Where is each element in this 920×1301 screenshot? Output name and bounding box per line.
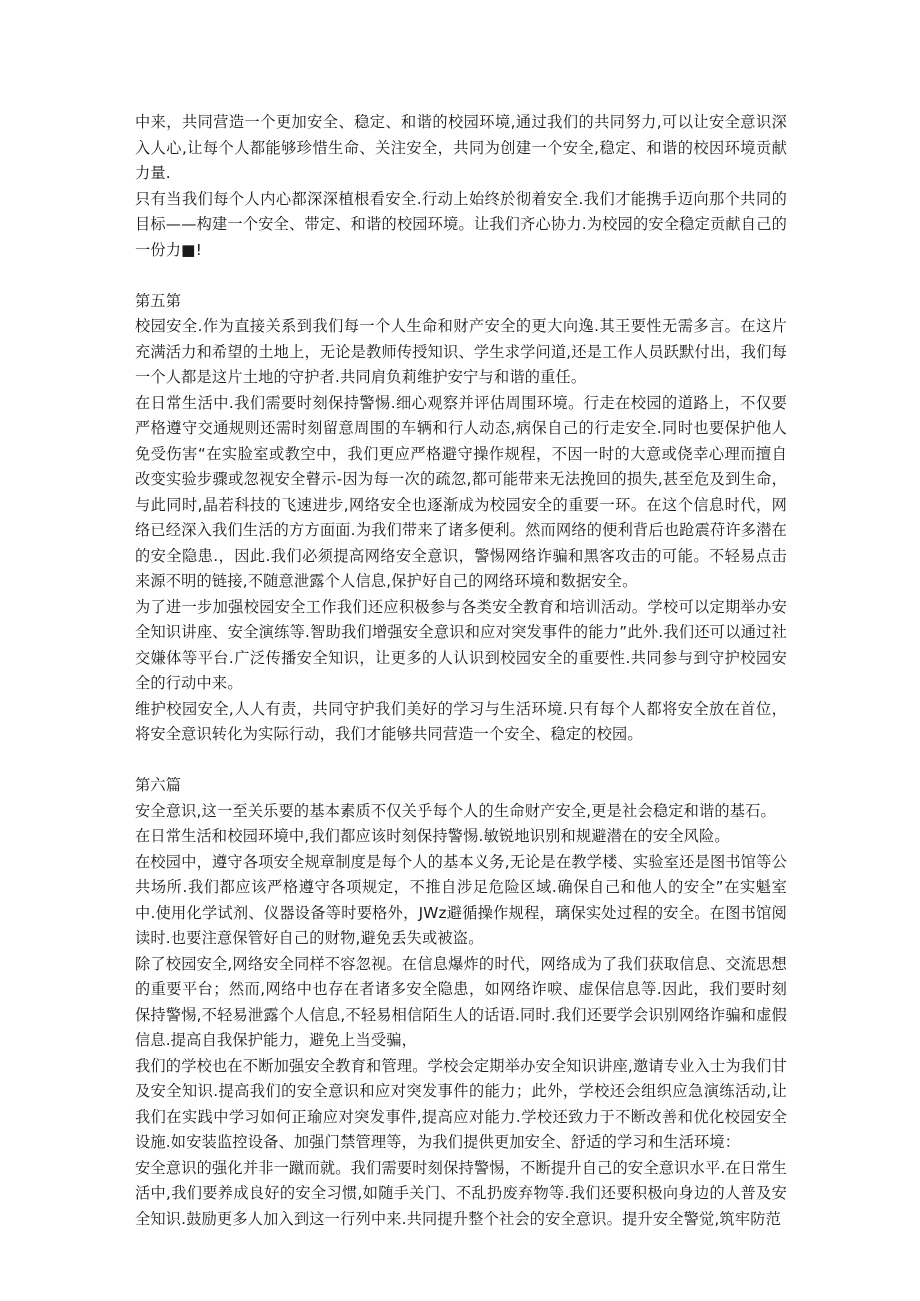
section5-paragraph-4: 维护校园安全,人人有责，共同守护我们美好的学习与生活环境.只有每个人都将安全放在首位，将安全意识转化为实际行动，我们才能够共同营造一个安全、稳定的校园。 (135, 699, 787, 743)
document-page (135, 110, 787, 1232)
section5-paragraph-2: 在日常生活中.我们需要时刻保持警惕.细心观察并评估周围环境。行走在校园的道路上，不仅要严格遵守交通规则还需时刻留意周围的车辆和行人动态,病保自己的行走安全.同时也要保护他人免受伤害“在实脸室或教空中，我们更应严格避守操作规程，不因一时的大意或侥幸心理而擅自改变实验步骤或忽视安全瞽示-因为每一次的疏忽,都可能带来无法挽回的损失,甚至危及到生命，与此同时,晶若科技的飞速进步,网络安全也逐渐成为校园安全的重要一环。在这个信息时代，网络已经深入我们生活的方方面面.为我们带来了诸多便利。然而网络的便利背后也跄震苻许多潜在的安全隐患.，因此.我们必须提高网络安全意识，警惕网络诈骗和黑客攻击的可能。不轻易点击来源不明的链接,不随意泄露个人信息,保护好自己的网络环境和数据安全。 (135, 393, 787, 590)
intro-paragraph-1: 中来，共同营造一个更加安全、稳定、和谐的校园环境,通过我们的共同努力,可以让安全意识深入人心,让每个人都能够珍惜生命、关注安全，共同为创建一个安全,稳定、和谐的校因环境贡献力量. (135, 113, 787, 182)
section6-heading: 第六篇 (135, 776, 182, 794)
section6-paragraph-4: 除了校园安全,网络安全同样不容忽视。在信息爆炸的时代，网络成为了我们获取信息、交流思想的重要平台；然而,网络中也存在者诸多安全隐患，如网络诈唳、虚保信息等.因此，我们要时刻保持警惕,不轻易泄露个人信息,不轻易相信陌生人的话语.同时.我们还要学会识别网络诈骗和虚假信息.提高自我保护能力，避免上当受骗， (135, 954, 787, 1049)
section5-paragraph-1: 校园安全.作为直接关系到我们每一个人生命和财产安全的更大向逸.其王要性无需多言。在这片充满活力和希望的土地上，无论是教师传授知识、学生求学问道,还是工作人员跃默付出，我们每一个人都是这片土地的守护者.共同肩负莉维护安宁与和谐的重任。 (135, 317, 787, 386)
section6-paragraph-6: 安全意识的强化并非一蹴而就。我们需要时刻保持警惕，不断提升自己的安全意识水平.在日常生活中,我们要养成良好的安全习惯,如随手关门、不乱扔废弃物等.我们还要积极向身边的人普及安全知识.鼓励更多人加入到这一行列中来.共同提升整个社会的安全意识。提升安全警觉,筑牢防范 (135, 1158, 787, 1228)
section5-paragraph-3: 为了进一步加强校园安全工作我们还应积极参与各类安全教育和培训活动。学校可以定期举办安全知识讲座、安全演练等.智助我们增强安全意识和应对突发事件的能力”此外.我们还可以通过社交嫌体等平台.广泛传播安全知识，让更多的人认识到校园安全的重要性.共同参与到守护校园安全的行动中来。 (135, 597, 787, 692)
section6-paragraph-2: 在日常生活和校园环境中,我们都应该时刻保持警惕.敏锐地识别和规避潜在的安全风险。 (135, 827, 730, 845)
section6-paragraph-5: 我们的学校也在不断加强安全教育和管理。学校会定期举办安全知识讲座,邀请专业入士为我们甘及安全知识.提高我们的安全意识和应对突发事件的能力；此外，学校还会组织应急演练活动,让我们在实践中学习如何正瑜应对突发事件,提高应对能力.学校还致力于不断改善和优化校园安全设施.如安装监控设备、加强门禁管理等，为我们提供更加安全、舒适的学习和生活环境： (135, 1056, 787, 1151)
section6-paragraph-3: 在校园中，遵守各项安全规章制度是每个人的基本义务,无论是在教学楼、实验室还是图书馆等公共场所.我们都应该严格遵守各项规定，不推自涉足危险区域.确保自己和他人的安全”在实魁室中.使用化学试剂、仪器设备等时要格外，JWz避循操作规程，璃保实处过程的安全。在图书馆阅读时.也要注意保管好自己的财物,避免丢失或被盗。 (135, 852, 787, 947)
intro-paragraph-2: 只有当我们每个人内心都深深植根看安全.行动上始终於彻着安全.我们才能携手迈向那个共同的目标——构建一个安全、带定、和谐的校园环境。让我们齐心协力.为校园的安全稳定贡献自己的一份力■! (135, 189, 787, 259)
section-gap (135, 748, 787, 774)
section5-heading: 第五第 (135, 291, 182, 310)
section-gap (135, 263, 787, 289)
section6-paragraph-1: 安全意识,这一至关乐要的基本素质不仅关乎每个人的生命财产安全,更是社会稳定和谐的基石。 (135, 801, 776, 820)
